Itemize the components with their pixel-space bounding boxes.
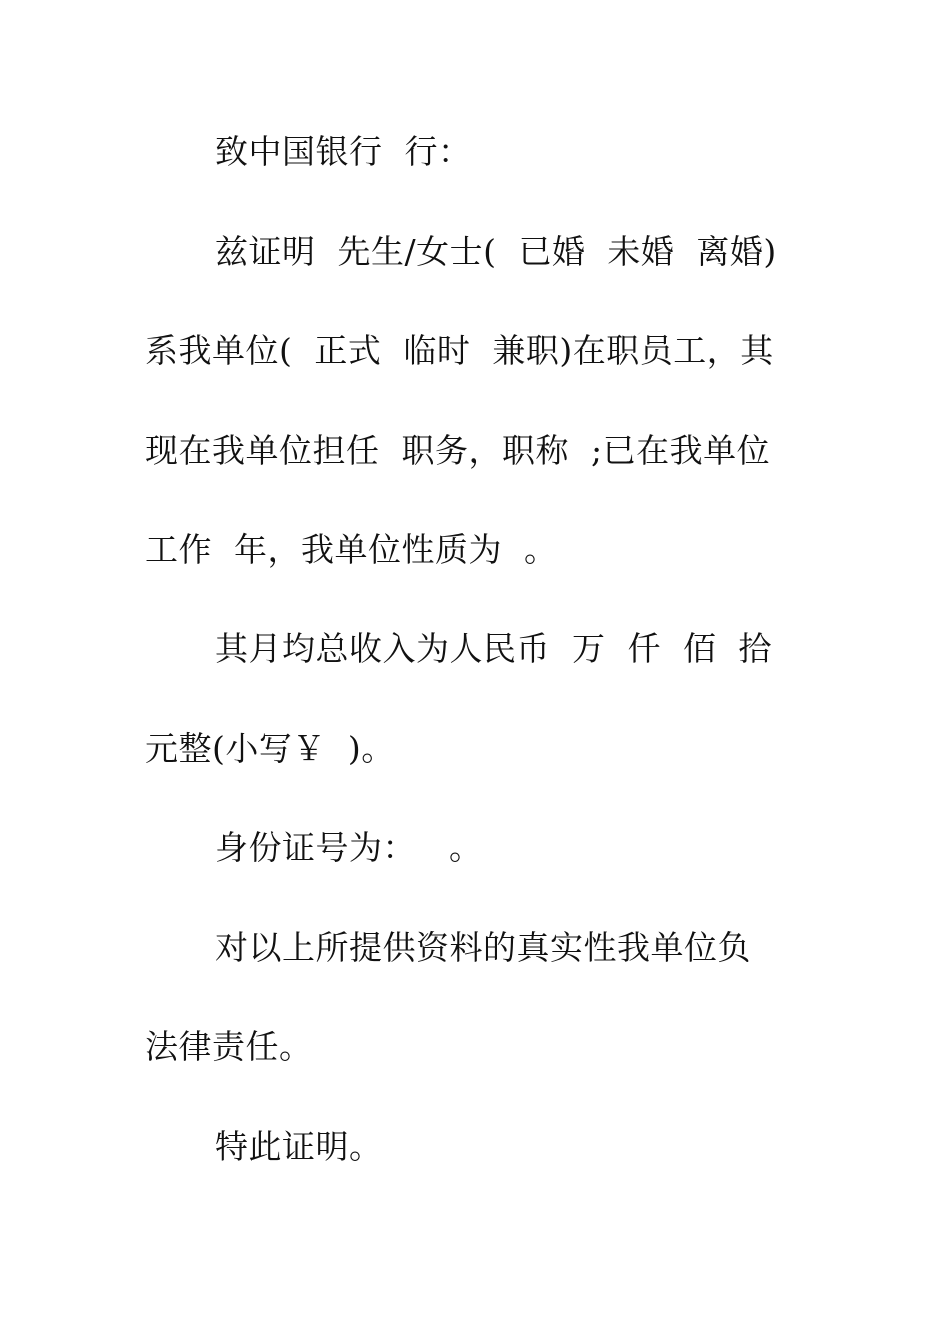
responsibility-line-2: 法律责任。 [145,1027,313,1066]
salutation-line: 致中国银行 行： [215,132,472,171]
certification-line-1: 兹证明 先生/女士( 已婚 未婚 离婚) [215,232,777,271]
income-line-1: 其月均总收入为人民币 万 仟 佰 拾 [215,629,772,668]
id-number-line: 身份证号为： 。 [215,828,483,867]
certification-line-2: 系我单位( 正式 临时 兼职)在职员工，其 [145,331,774,370]
certification-line-3: 现在我单位担任 职务，职称 ;已在我单位 [145,431,771,470]
certification-line-4: 工作 年，我单位性质为 。 [145,530,558,569]
closing-line: 特此证明。 [215,1127,383,1166]
responsibility-line-1: 对以上所提供资料的真实性我单位负 [215,928,751,967]
income-line-2: 元整(小写￥ )。 [145,729,395,768]
